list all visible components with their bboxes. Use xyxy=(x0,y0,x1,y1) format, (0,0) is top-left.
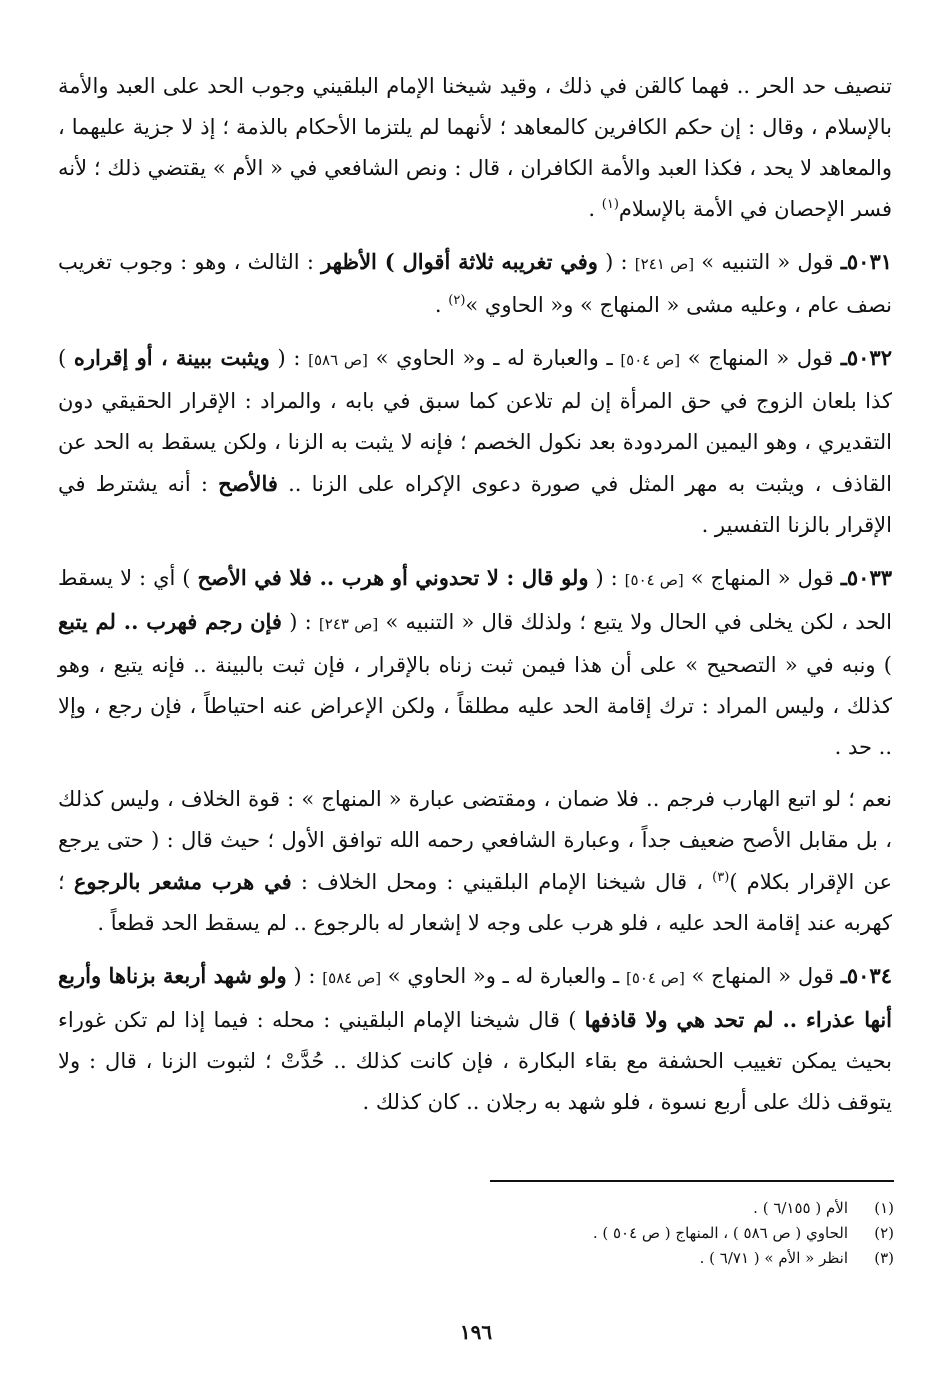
text-run: قول « المنهاج » xyxy=(684,964,841,988)
text-run: ؛ كهربه عند إقامة الحد عليه ، فلو هرب على وجه لا إشعار له بالرجوع .. لم يسقط الحد قطعاً . xyxy=(58,870,892,935)
bold-text: ولو قال : لا تحدوني أو هرب .. فلا في الأصح xyxy=(197,565,589,590)
bold-text: ويثبت ببينة ، أو إقراره xyxy=(73,345,270,370)
paragraph xyxy=(58,66,892,230)
main-text xyxy=(58,66,892,1123)
text-run: : ( xyxy=(588,566,625,590)
text-run: ) قال شيخنا الإمام البلقيني : محله : فيما إذا لم تكن غوراء بحيث يمكن تغييب الحشفة مع بقاء البكارة ، فإن كانت كذلك .. حُدَّتْ ؛ لثبوت الزنا ، قال : ولا يتوقف ذلك على أربع نسوة ، فلو شهد به رجلان .. كان كذلك . xyxy=(58,1008,892,1114)
page-reference: [ص ٥٨٦] xyxy=(308,351,368,369)
text-run: تنصيف حد الحر .. فهما كالقن في ذلك ، وقيد شيخنا الإمام البلقيني وجوب الحد على العبد والأمة بالإسلام ، وقال : إن حكم الكافرين كالمعاهد ؛ لأنهما لم يلتزما الأحكام بالذمة ؛ إذ لا جزية عليهما ، والمعاهد لا يحد ، فكذا العبد والأمة الكافران ، قال : ونص الشافعي في « الأم » يقتضي ذلك ؛ لأنه فسر الإحصان في الأمة بالإسلام xyxy=(58,74,892,221)
footnote-ref: (٣) xyxy=(712,870,730,885)
text-run: : أنه يشترط في الإقرار بالزنا التفسير . xyxy=(58,472,892,537)
paragraph xyxy=(58,241,892,326)
paragraph xyxy=(58,337,892,546)
text-run: ـ والعبارة له ـ و« الحاوي » xyxy=(381,964,626,988)
text-run: : ( xyxy=(597,250,635,274)
footnote xyxy=(60,1246,894,1271)
page-reference: [ص ٥٠٤] xyxy=(620,351,681,369)
footnote-ref: (١) xyxy=(601,197,619,212)
text-run: . xyxy=(588,197,602,221)
footnote-text: الأم ( ٦/١٥٥ ) . xyxy=(753,1199,848,1217)
text-run: : ( xyxy=(281,610,319,634)
entry-number: ٥٠٣٤ـ xyxy=(840,963,892,988)
bold-text: في هرب مشعر بالرجوع xyxy=(73,869,292,894)
footnote-mark: (١) xyxy=(874,1199,894,1217)
text-run: قول « التنبيه » xyxy=(694,250,841,274)
page-number: ١٩٦ xyxy=(459,1320,493,1344)
text-run: ) ونبه في « التصحيح » على أن هذا فيمن ثبت زناه بالإقرار ، فإن ثبت بالبينة .. فإنه يتبع ، وهو كذلك ، وليس المراد : ترك إقامة الحد عليه مطلقاً ، ولكن الإعراض عنه احتياطاً ، فإن رجع ، وإلا .. حد . xyxy=(58,653,892,759)
footnote xyxy=(60,1221,894,1246)
page-reference: [ص ٥٠٤] xyxy=(624,571,684,589)
bold-text: ولو شهد أربعة بزناها وأربع أنها عذراء .. لم تحد هي ولا قاذفها xyxy=(58,963,892,1032)
footnote xyxy=(60,1196,894,1221)
paragraph xyxy=(58,955,892,1123)
text-run: . xyxy=(434,293,449,317)
page-reference: [ص ٢٤٣] xyxy=(318,615,379,633)
text-run: : ( xyxy=(269,346,309,370)
footnote-ref: (٢) xyxy=(448,293,466,308)
text-run: قول « المنهاج » xyxy=(680,346,841,370)
text-run: ، قال شيخنا الإمام البلقيني : ومحل الخلاف : xyxy=(291,870,713,894)
footnote-mark: (٢) xyxy=(874,1224,894,1242)
text-run: نعم ؛ لو اتبع الهارب فرجم .. فلا ضمان ، ومقتضى عبارة « المنهاج » : قوة الخلاف ، وليس كذلك ، بل مقابل الأصح ضعيف جداً ، وعبارة الشافعي رحمه الله توافق الأول ؛ حيث قال : ( حتى يرجع عن الإقرار بكلام ) xyxy=(58,787,892,894)
text-run: : الثالث ، وهو : وجوب تغريب نصف عام ، وعليه مشى « المنهاج » و« الحاوي » xyxy=(58,250,892,317)
text-run: : ( xyxy=(286,964,323,988)
footnote-mark: (٣) xyxy=(874,1249,894,1267)
entry-number: ٥٠٣١ـ xyxy=(840,249,893,274)
paragraph xyxy=(58,557,892,768)
entry-number: ٥٠٣٢ـ xyxy=(840,345,892,370)
footnotes xyxy=(60,1196,894,1271)
bold-text: وفي تغريبه ثلاثة أقوال ) الأظهر xyxy=(321,249,598,274)
page-reference: [ص ٥٠٤] xyxy=(625,969,685,987)
text-run: ) كذا بلعان الزوج في حق المرأة إن لم تلاعن كما سبق في بابه ، والمراد : الإقرار الحقيقي دون التقديري ، وهو اليمين المردودة بعد نكول الخصم ؛ فإنه لا يثبت به الزنا ، ولكن يسقط به الحد عن القاذف ، ويثبت به مهر المثل في صورة دعوى الإكراه على الزنا .. xyxy=(58,346,892,496)
footnote-text: انظر « الأم » ( ٦/٧١ ) . xyxy=(699,1249,848,1267)
footnote-separator xyxy=(490,1180,894,1182)
paragraph xyxy=(58,779,892,944)
text-run: قول « المنهاج » xyxy=(683,566,841,590)
page-reference: [ص ٥٨٤] xyxy=(322,969,382,987)
page-reference: [ص ٢٤١] xyxy=(634,255,695,273)
footnote-text: الحاوي ( ص ٥٨٦ ) ، المنهاج ( ص ٥٠٤ ) . xyxy=(592,1224,848,1242)
entry-number: ٥٠٣٣ـ xyxy=(840,565,893,590)
text-run: ـ والعبارة له ـ و« الحاوي » xyxy=(367,346,621,370)
bold-text: فالأصح xyxy=(218,471,278,496)
bold-text: فإن رجم فهرب .. لم يتبع xyxy=(58,609,282,634)
text-run: ) أي : لا يسقط الحد ، لكن يخلى في الحال ولا يتبع ؛ ولذلك قال « التنبيه » xyxy=(58,566,893,634)
